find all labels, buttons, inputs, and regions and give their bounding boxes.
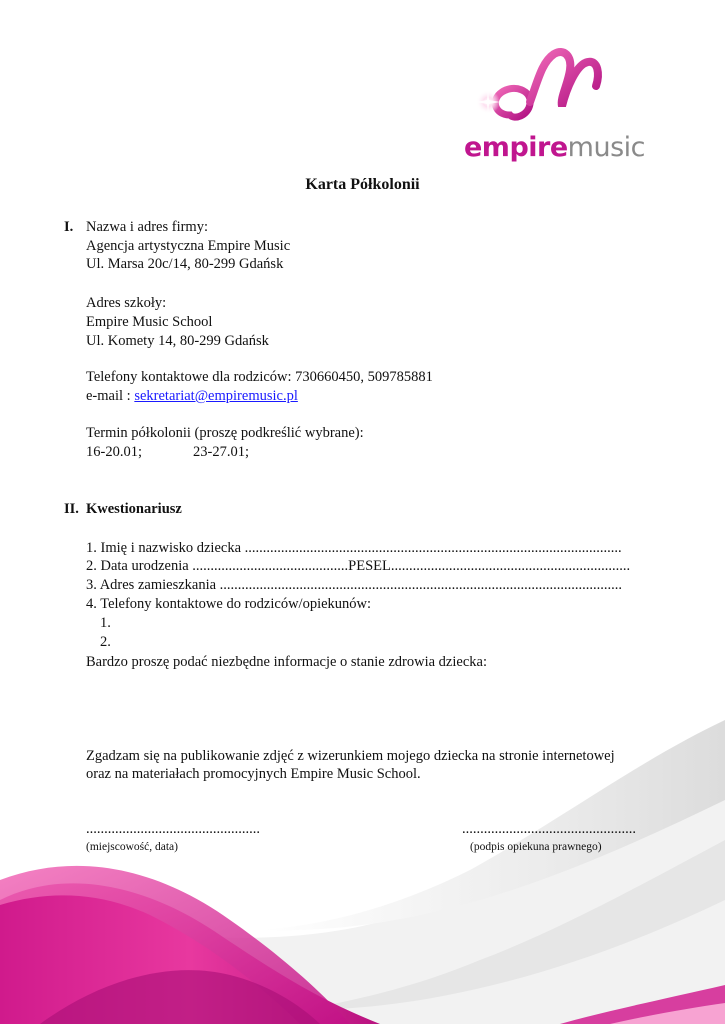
parent-phone-1[interactable]: 1.	[100, 615, 111, 631]
birthdate-pesel-field[interactable]	[86, 557, 630, 576]
company-address: Ul. Marsa 20c/14, 80-299 Gdańsk	[86, 256, 284, 272]
school-name: Empire Music School	[86, 314, 213, 330]
section-1-number: I.	[64, 219, 74, 235]
health-info-label: Bardzo proszę podać niezbędne informacje o stanie zdrowia dziecka:	[86, 654, 487, 670]
email-label: e-mail :	[86, 388, 135, 404]
consent-line-1: Zgadzam się na publikowanie zdjęć z wizerunkiem mojego dziecka na stronie internetowej	[86, 748, 615, 764]
questionnaire-heading: Kwestionariusz	[86, 501, 182, 517]
term-option-1[interactable]: 16-20.01;	[86, 444, 142, 460]
guardian-signature-label: (podpis opiekuna prawnego)	[470, 841, 602, 853]
email-link[interactable]: sekretariat@empiremusic.pl	[134, 388, 298, 404]
child-name-field[interactable]: 1. Imię i nazwisko dziecka ........................................................................................................	[86, 540, 622, 556]
guardian-signature-field[interactable]: ................................................	[462, 821, 636, 837]
pesel-dots: ..................................................................	[390, 558, 631, 574]
consent-line-2: oraz na materiałach promocyjnych Empire Music School.	[86, 766, 421, 782]
place-date-field[interactable]: ................................................	[86, 821, 260, 837]
email-line	[86, 387, 298, 406]
school-heading: Adres szkoły:	[86, 295, 167, 311]
address-field[interactable]: 3. Adres zamieszkania ...............................................................................................................	[86, 577, 623, 593]
section-2-number: II.	[64, 501, 79, 517]
logo-word-empire: empire	[464, 132, 568, 163]
parent-phone-2[interactable]: 2.	[100, 634, 111, 650]
parent-phones: Telefony kontaktowe dla rodziców: 730660450, 509785881	[86, 369, 433, 385]
parent-phones-heading: 4. Telefony kontaktowe do rodziców/opiekunów:	[86, 596, 372, 612]
company-name: Agencja artystyczna Empire Music	[86, 238, 291, 254]
term-heading: Termin półkolonii (proszę podkreślić wybrane):	[86, 425, 364, 441]
school-address: Ul. Komety 14, 80-299 Gdańsk	[86, 333, 269, 349]
logo-word-music: music	[567, 132, 645, 163]
company-heading: Nazwa i adres firmy:	[86, 219, 208, 235]
page-title: Karta Półkolonii	[305, 176, 420, 193]
term-option-2[interactable]: 23-27.01;	[193, 444, 249, 460]
birthdate-label: 2. Data urodzenia ...........................................PESEL	[86, 558, 391, 574]
place-date-label: (miejscowość, data)	[86, 841, 178, 853]
